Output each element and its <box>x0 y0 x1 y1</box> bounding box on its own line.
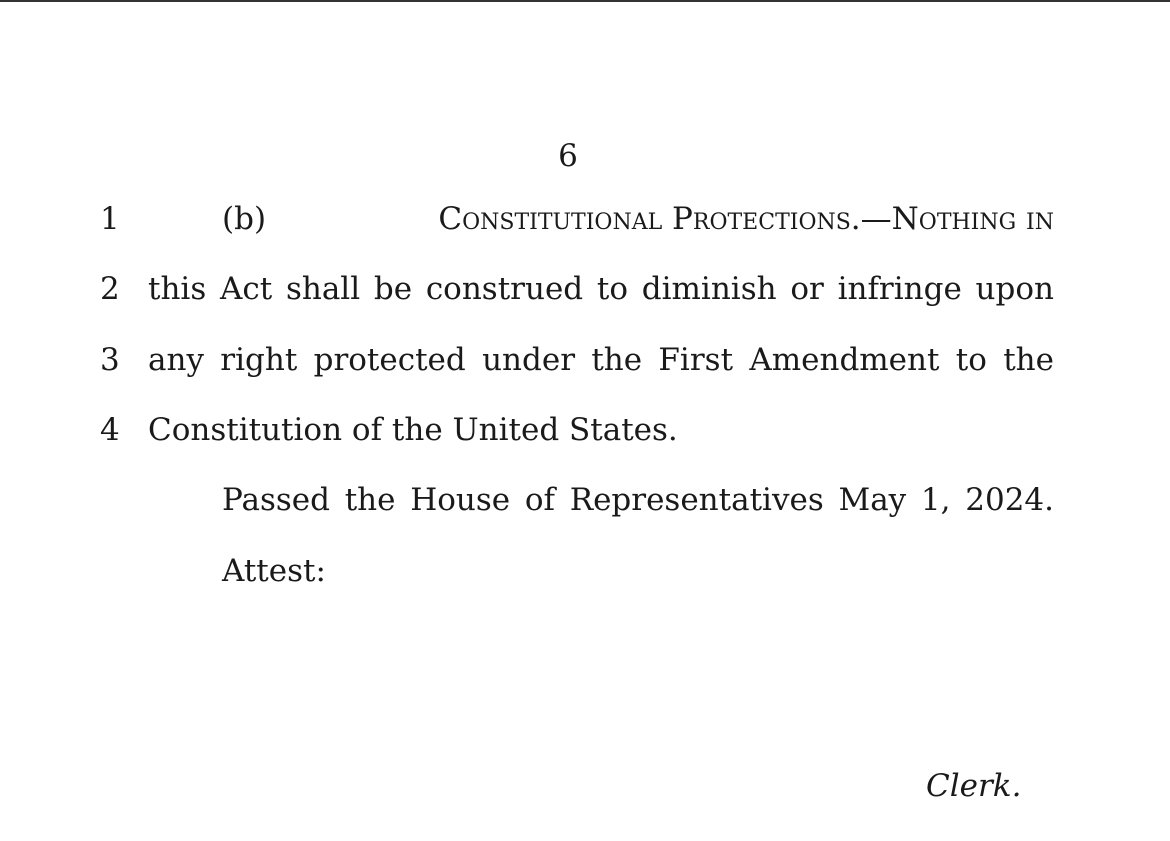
passed-statement: Passed the House of Representatives May 1, 2024. <box>222 482 1054 518</box>
line-number: 2 <box>100 271 120 307</box>
subsection-heading: Constitutional Protections.—Nothing in <box>438 201 1054 237</box>
page-number: 6 <box>558 138 578 174</box>
section-text-line: this Act shall be construed to diminish or infringe upon <box>148 271 1054 307</box>
section-heading-line <box>222 199 1054 239</box>
section-text-line: any right protected under the First Amendment to the <box>148 342 1054 378</box>
line-number: 3 <box>100 342 120 378</box>
line-number: 4 <box>100 412 120 448</box>
section-text-line: Constitution of the United States. <box>148 412 678 448</box>
line-number: 1 <box>100 201 120 237</box>
attest-label: Attest: <box>222 553 326 589</box>
subsection-label: (b) <box>222 201 267 237</box>
clerk-signature-label: Clerk. <box>926 768 1022 804</box>
top-border-rule <box>0 0 1170 2</box>
